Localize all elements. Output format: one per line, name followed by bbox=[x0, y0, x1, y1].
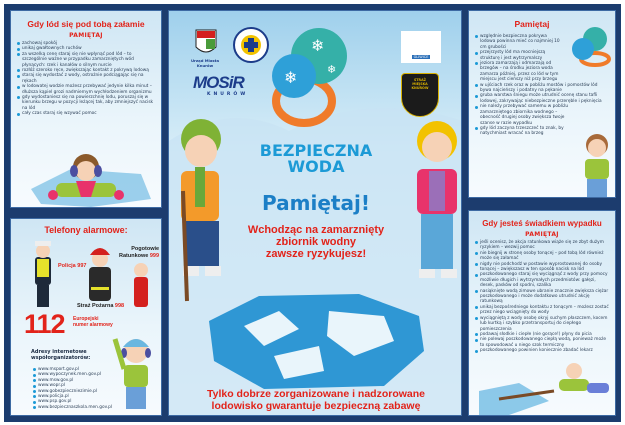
list-item: podawaj słodkie i ciepłe (nie gorące!) płyny do picia bbox=[475, 332, 609, 337]
rescue-with-stick-illustration bbox=[479, 361, 615, 415]
tips-list bbox=[469, 240, 615, 354]
list-item: poszkodowanego staraj się wyciągnąć z wody przy pomocy możliwie długich i wytrzymałych przedmiotów: gałęzi, desek, pasków od spodni, szalika bbox=[475, 272, 609, 288]
police-label: Policja 997 bbox=[58, 263, 87, 269]
mosir-logo-sub: KNURÓW bbox=[207, 92, 249, 97]
campaign-title: BEZPIECZNA WODA bbox=[259, 141, 373, 176]
list-item: poszkodowanego powinien koniecznie zbadać lekarz bbox=[475, 348, 609, 353]
list-item: gruba warstwa śniegu może utrudnić ocenę stanu tafli lodowej, zakrywając niebezpieczne przeręble i pęknięcia bbox=[475, 93, 609, 104]
panel-emergency-phones bbox=[10, 218, 162, 416]
child-in-ice-illustration bbox=[31, 149, 151, 208]
list-item: nigdy nie podchodź w postawie wyprostowanej do osoby tonącej – zwiększasz w ten sposób nacisk na lód bbox=[475, 262, 609, 273]
list-item: unikaj gwałtownych ruchów bbox=[17, 46, 155, 51]
city-crest-logo bbox=[195, 29, 217, 57]
list-item: gdy wydostaniesz się na powierzchnię lodu, poruszaj się w kierunku brzegu w pozycji leżącej tak, aby zmniejszyć nacisk na lód bbox=[17, 95, 155, 111]
list-item: wyciągniętą z wody osobę okryj suchym płaszczem, kocem lub kurtką i szybko przetransportuj do ciepłego pomieszczenia bbox=[475, 316, 609, 332]
list-item: staraj się wydostać z wody, ostrożnie podciągając się na rękach bbox=[17, 73, 155, 84]
footer-slogan: Tylko dobrze zorganizowane i nadzorowane lodowisko gwarantuje bezpieczną zabawę bbox=[207, 388, 425, 412]
svg-text:❄: ❄ bbox=[284, 68, 298, 87]
list-item[interactable]: www.wopr.pl bbox=[33, 383, 112, 388]
remember-heading: Pamiętaj! bbox=[262, 191, 370, 215]
list-item[interactable]: www.msw.gov.pl bbox=[33, 378, 112, 383]
svg-text:❄: ❄ bbox=[327, 63, 337, 76]
list-item: w lodowatej wodzie możesz przebywać jedynie kilka minut – dłuższa kąpiel grozi nadmiernym wychłodzeniem organizmu bbox=[17, 84, 155, 95]
panel-remember bbox=[468, 10, 616, 198]
girl-pointing-illustration bbox=[111, 329, 161, 414]
girl-skater-illustration bbox=[577, 131, 616, 198]
list-item: zachowaj spokój bbox=[17, 41, 155, 46]
list-item: nie polewaj poszkodowanego ciepłą wodą, ponieważ może to spowodować u niego szok termiczny bbox=[475, 337, 609, 348]
panel-title: Telefony alarmowe: bbox=[44, 225, 128, 235]
tips-list bbox=[11, 41, 161, 117]
list-item[interactable]: www.bezpiecznaszkola.men.gov.pl bbox=[33, 405, 112, 410]
list-item[interactable]: www.psp.gov.pl bbox=[33, 399, 112, 404]
fire-label: Straż Pożarna 998 bbox=[77, 303, 125, 309]
panel-subtitle: PAMIĘTAJ bbox=[525, 231, 559, 238]
list-item: w ujściach rzek oraz w pobliżu mostów i pomostów lód bywa najcieńszy i podatny na pękanie bbox=[475, 83, 609, 94]
panel-witness bbox=[468, 210, 616, 416]
city-guard-logo: STRAŻ MIEJSKA KNURÓW bbox=[401, 73, 439, 117]
links-list bbox=[27, 367, 118, 410]
list-item: unikaj bezpośredniego kontaktu z tonącym – możesz zostać przez niego wciągnięty do wody bbox=[475, 305, 609, 316]
list-item: przejrzysty lód ma mocniejszą strukturę i jest wytrzymalszy bbox=[475, 50, 609, 61]
list-item: gdy lód zaczyna trzeszczeć to znak, by natychmiast wracać na brzeg bbox=[475, 126, 609, 137]
list-item: względnie bezpieczna pokrywa lodowa powinna mieć co najmniej 10 cm grubości bbox=[475, 34, 609, 50]
wopr-logo bbox=[233, 27, 269, 63]
list-item: nie biegnij w stronę osoby tonącej – pod tobą lód również może się załamać bbox=[475, 251, 609, 262]
ambulance-label: Pogotowie Ratunkowe 999 bbox=[119, 246, 160, 259]
list-item: jeziora zamarzają i odmarzają od brzegów – na środku jeziora woda zamarza później, przez co lód w tym miejscu jest cieńszy niż przy brzegu bbox=[475, 61, 609, 83]
emergency-number: 112 bbox=[24, 309, 65, 339]
panel-subtitle: PAMIĘTAJ bbox=[69, 32, 103, 39]
panel-main bbox=[168, 10, 462, 416]
list-item[interactable]: www.msport.gov.pl bbox=[33, 367, 112, 372]
list-item: jeśli ocenisz, że akcja ratunkowa wiąże się ze zbyt dużym ryzykiem – wezwij pomoc bbox=[475, 240, 609, 251]
police-logo: GLIWICE bbox=[401, 31, 441, 63]
list-item[interactable]: www.policja.pl bbox=[33, 394, 112, 399]
panel-title: Gdy jesteś świadkiem wypadku bbox=[482, 219, 602, 228]
links-title: Adresy internetowe współorganizatorów: bbox=[31, 349, 91, 361]
list-item: nie należy przebywać samemu w pobliżu zamarzniętego zbiornika wodnego – obecność drugiej osoby zwiększa twoje szanse w razie wypadku bbox=[475, 104, 609, 126]
panel-title: Pamiętaj bbox=[514, 19, 550, 29]
warning-text: Wchodząc na zamarznięty zbiornik wodny zawsze ryzykujesz! bbox=[247, 224, 385, 260]
panel-ice-breaks bbox=[10, 10, 162, 208]
city-logo-label: Urząd Miasta Knurów bbox=[190, 58, 220, 68]
poster bbox=[4, 4, 621, 422]
list-item[interactable]: www.wypoczynek.men.gov.pl bbox=[33, 372, 112, 377]
list-item: cały czas staraj się wzywać pomoc bbox=[17, 111, 155, 116]
list-item: nasiąknięte wodą zimowe ubranie znacznie zwiększa ciężar poszkodowanego i może dodatkowo utrudnić akcję ratunkową bbox=[475, 289, 609, 305]
list-item[interactable]: www.gobezpieczniezimie.pl bbox=[33, 389, 112, 394]
emergency-label: Europejski numer alarmowy bbox=[73, 316, 113, 328]
tips-list bbox=[469, 34, 615, 137]
panel-title: Gdy lód się pod tobą załamie bbox=[27, 19, 145, 29]
list-item: za wszelką cenę staraj się nie wpłynąć pod lód – to szczególnie ważne w przypadku zamarzniętych wód płynących: rzek i kanałów o silnym nurcie bbox=[17, 52, 155, 68]
mosir-logo: MOSiR bbox=[193, 73, 244, 92]
svg-text:❄: ❄ bbox=[311, 36, 325, 55]
list-item: rozłóż szeroko ręce, zwiększając kontakt z pokrywą lodową bbox=[17, 68, 155, 73]
